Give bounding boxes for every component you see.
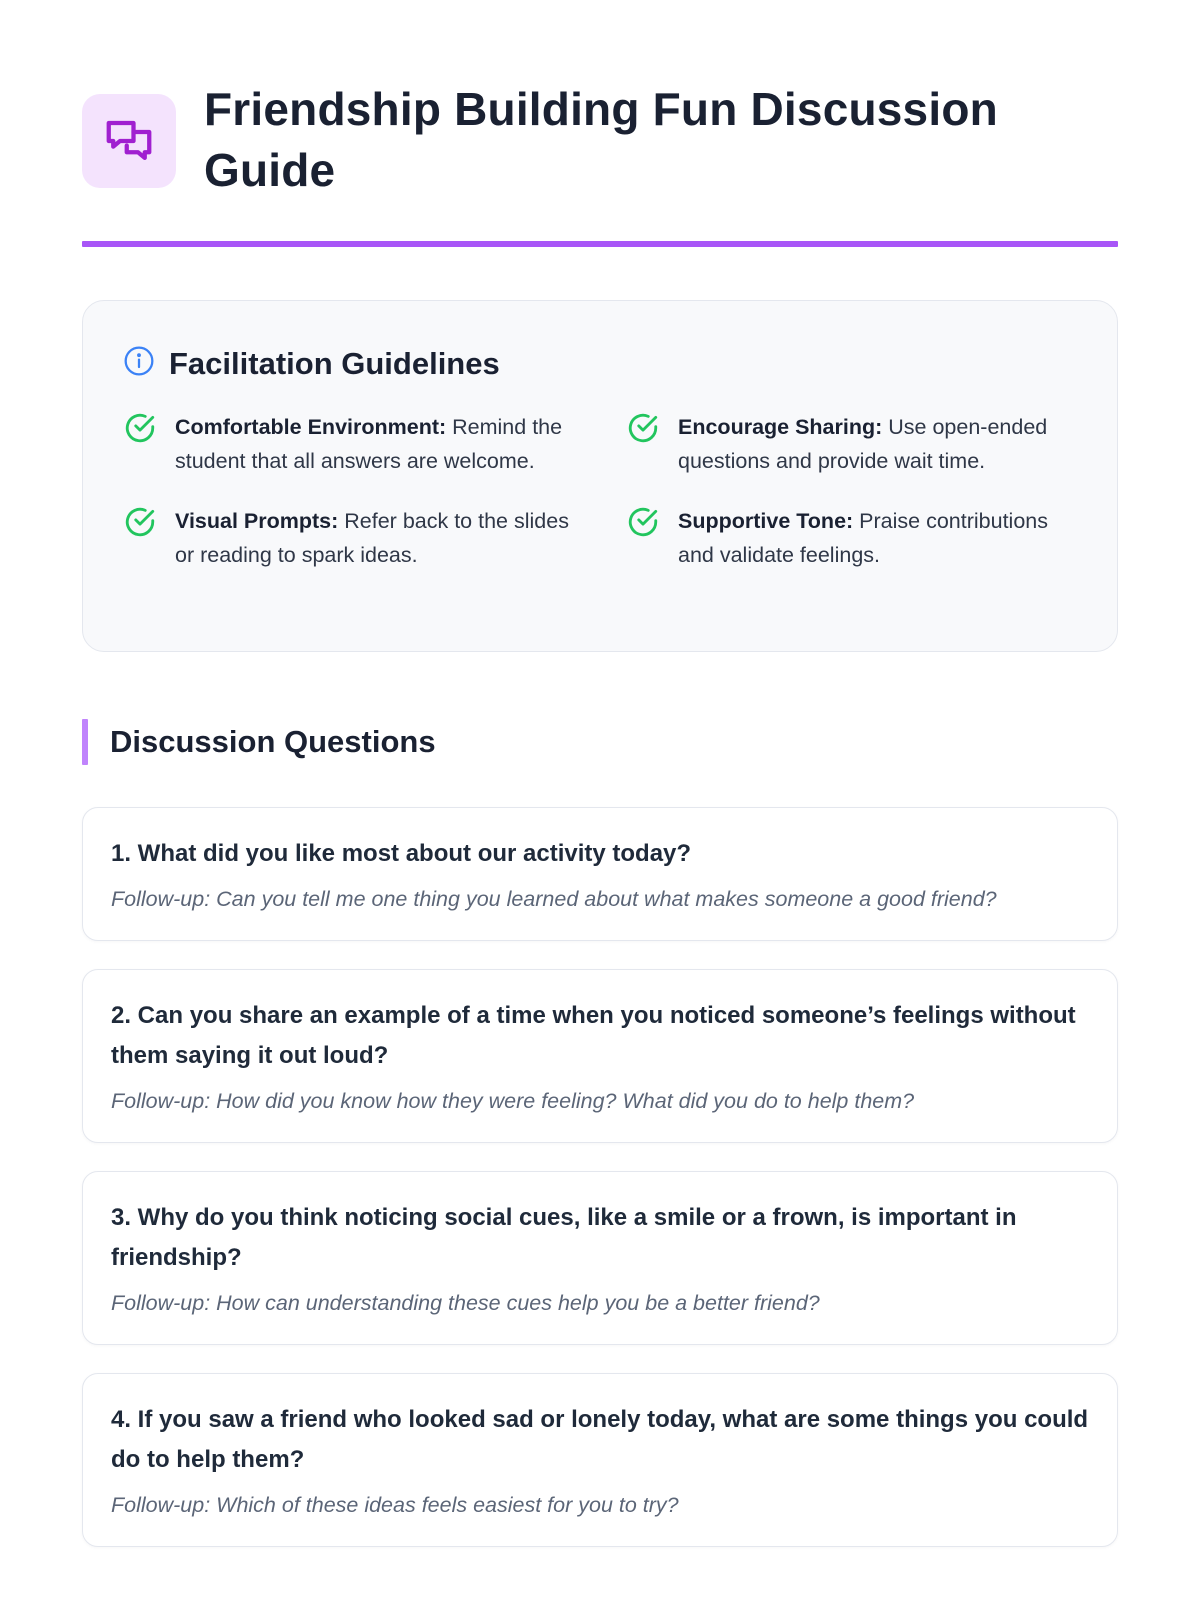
guideline-label: Supportive Tone: <box>678 509 854 533</box>
guideline-item <box>123 410 574 478</box>
guideline-description: Use open-ended questions and provide wait time. <box>678 415 1048 473</box>
question-text: 2. Can you share an example of a time when you noticed someone’s feelings without them saying it out loud? <box>111 1002 1076 1069</box>
check-circle-icon <box>626 505 660 544</box>
question-text: 4. If you saw a friend who looked sad or lonely today, what are some things you could do to help them? <box>111 1406 1089 1473</box>
guideline-item <box>626 410 1077 478</box>
question-card <box>82 969 1118 1143</box>
follow-up-text: Follow-up: How can understanding these cues help you be a better friend? <box>111 1291 820 1315</box>
guideline-text <box>175 504 574 572</box>
chat-bubbles-icon <box>82 94 176 188</box>
guideline-label: Encourage Sharing: <box>678 415 883 439</box>
guideline-label: Visual Prompts: <box>175 509 339 533</box>
discussion-section-header <box>82 719 1118 765</box>
follow-up-text: Follow-up: How did you know how they were feeling? What did you do to help them? <box>111 1089 915 1113</box>
discussion-title: Discussion Questions <box>110 724 436 759</box>
guidelines-title: Facilitation Guidelines <box>169 345 500 381</box>
check-circle-icon <box>626 411 660 450</box>
question-text: 3. Why do you think noticing social cues, like a smile or a frown, is important in friendship? <box>111 1204 1017 1271</box>
guideline-item <box>626 504 1077 572</box>
guidelines-header <box>123 345 1077 382</box>
guideline-label: Comfortable Environment: <box>175 415 447 439</box>
check-circle-icon <box>123 505 157 544</box>
guideline-text <box>678 410 1077 478</box>
follow-up-text: Follow-up: Which of these ideas feels easiest for you to try? <box>111 1493 679 1517</box>
question-card <box>82 807 1118 941</box>
guideline-text <box>678 504 1077 572</box>
guideline-text <box>175 410 574 478</box>
guideline-item <box>123 504 574 572</box>
follow-up-text: Follow-up: Can you tell me one thing you learned about what makes someone a good friend? <box>111 887 997 911</box>
question-card <box>82 1373 1118 1547</box>
guidelines-list <box>123 410 1077 572</box>
section-accent-bar <box>82 719 88 765</box>
facilitation-guidelines-card <box>82 300 1118 652</box>
header-divider <box>82 241 1118 247</box>
question-text: 1. What did you like most about our activity today? <box>111 840 692 867</box>
question-card <box>82 1171 1118 1345</box>
guideline-description: Refer back to the slides or reading to spark ideas. <box>175 509 569 567</box>
guideline-description: Praise contributions and validate feelings. <box>678 509 1048 567</box>
check-circle-icon <box>123 411 157 450</box>
info-icon <box>123 345 155 382</box>
guideline-description: Remind the student that all answers are welcome. <box>175 415 563 473</box>
page-header <box>82 0 1118 200</box>
page-title: Friendship Building Fun Discussion Guide <box>204 83 998 196</box>
question-list <box>82 807 1118 1547</box>
